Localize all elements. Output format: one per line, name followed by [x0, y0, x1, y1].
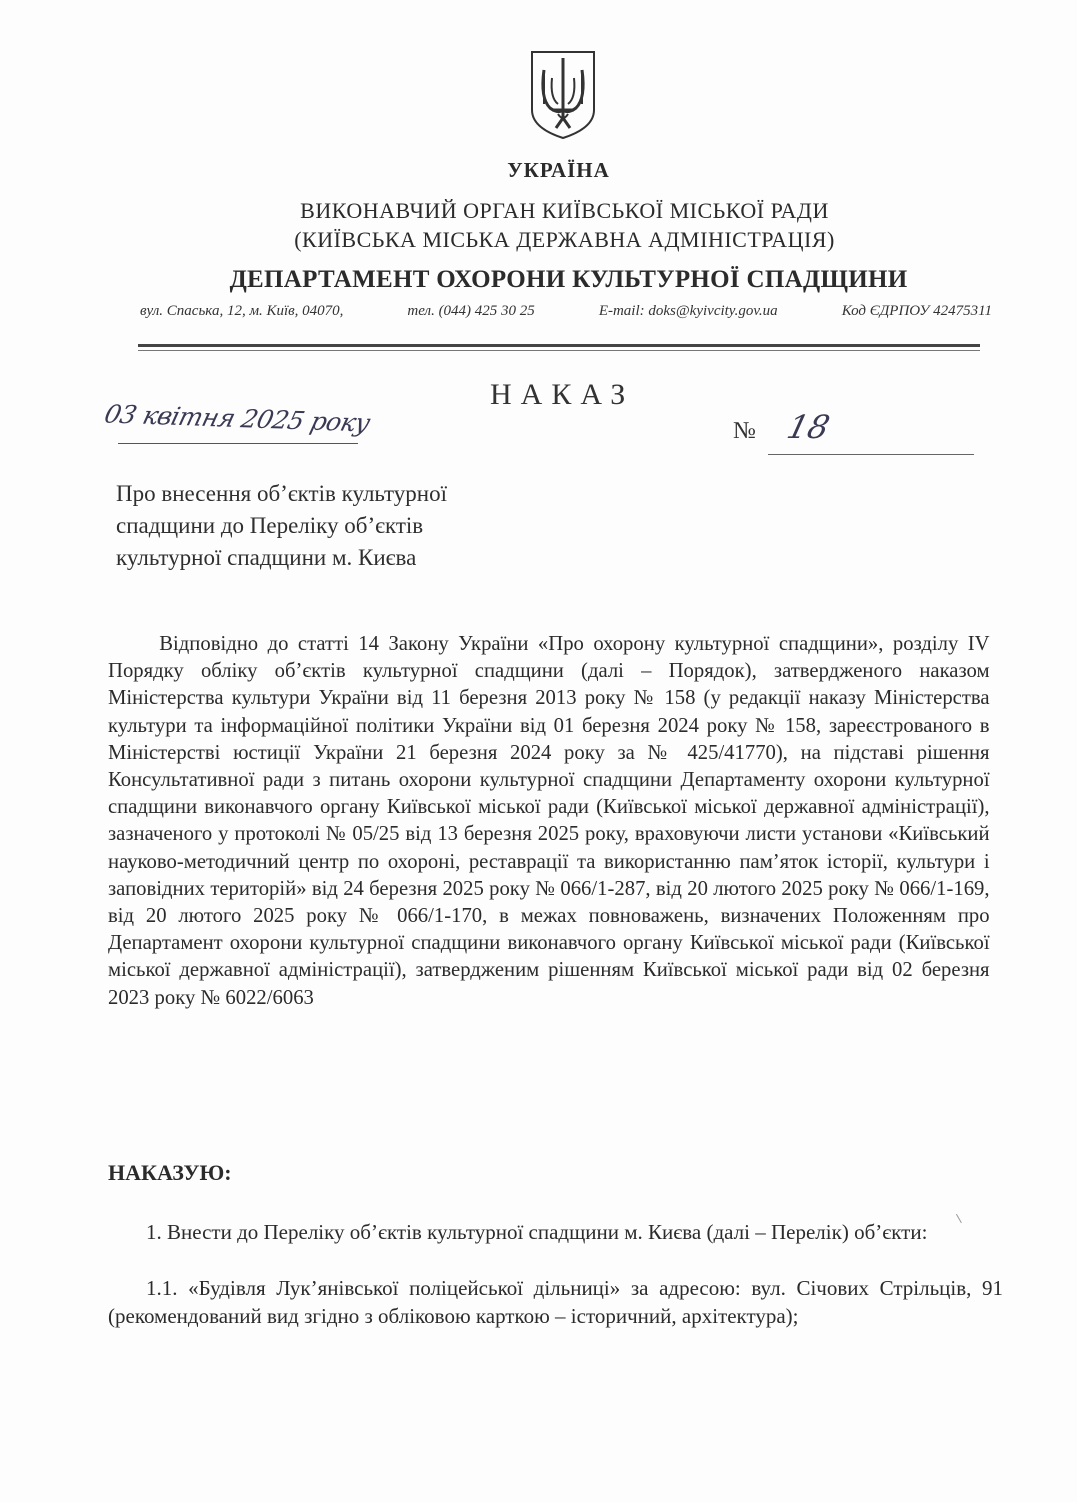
order-verb: НАКАЗУЮ:: [108, 1160, 232, 1185]
item-number: 1.: [146, 1220, 162, 1244]
subject-line: спадщини до Переліку об’єктів: [116, 513, 424, 538]
contact-line: [140, 303, 1000, 320]
preamble-paragraph: [108, 630, 990, 1011]
item-text: Внести до Переліку об’єктів культурної спадщини м. Києва (далі – Перелік) об’єкти:: [167, 1220, 928, 1244]
address: вул. Спаська, 12, м. Київ, 04070,: [140, 303, 344, 319]
email: E-mail: doks@kyivcity.gov.ua: [598, 303, 778, 319]
phone: тел. (044) 425 30 25: [407, 303, 535, 319]
organ-line-2: (КИЇВСЬКА МІСЬКА ДЕРЖАВНА АДМІНІСТРАЦІЯ): [294, 227, 835, 252]
order-item: [108, 1218, 1003, 1246]
header-divider: [138, 344, 980, 351]
order-date-handwritten: 03 квітня 2025 року: [101, 399, 373, 438]
organ-line-1: ВИКОНАВЧИЙ ОРГАН КИЇВСЬКОЇ МІСЬКОЇ РАДИ: [300, 198, 829, 223]
order-number-underline: [768, 454, 974, 455]
preamble-text: Відповідно до статті 14 Закону України «Про охорону культурної спадщини», розділу IV Порядку обліку об’єктів культурної спадщини (далі – Порядок), затвердженого наказом Міністерства культури України від 11 березня 2013 року № 158 (у редакції наказу Міністерства культури та інформаційної політики України від 01 березня 2024 року № 158, зареєстрованого в Міністерстві юстиції України 21 березня 2024 року за № 425/41770), на підставі рішення Консультативної ради з питань охорони культурної спадщини Департаменту охорони культурної спадщини виконавчого органу Київської міської ради (Київської міської державної адміністрації), зазначеного у протоколі № 05/25 від 13 березня 2025 року, враховуючи листи установи «Київський науково-методичний центр по охороні, реставрації та використанню пам’яток історії, культури і заповідних територій» від 24 березня 2025 року № 066/1-287, від 20 лютого 2025 року № 066/1-169, від 20 лютого 2025 року № 066/1-170, в межах повноважень, визначених Положенням про Департамент охорони культурної спадщини виконавчого органу Київської міської ради (Київської міської державної адміністрації), затвердженим рішенням Київської міської ради від 02 березня 2023 року № 6022/6063: [108, 631, 990, 1009]
item-number: 1.1.: [146, 1276, 178, 1300]
subject-line: Про внесення об’єктів культурної: [116, 481, 447, 506]
item-text: «Будівля Лук’янівської поліцейської дільниці» за адресою: вул. Січових Стрільців, 91 (рекомендований вид згідно з обліковою карткою – історичний, архітектура);: [108, 1276, 1003, 1328]
executive-organ-name: [26, 196, 1077, 254]
department-name: ДЕПАРТАМЕНТ ОХОРОНИ КУЛЬТУРНОЇ СПАДЩИНИ: [229, 266, 908, 293]
coat-of-arms-icon: [528, 48, 598, 142]
order-subject: [116, 478, 536, 574]
order-subitem: [108, 1274, 1003, 1330]
order-number-label: №: [733, 418, 756, 444]
country-name: УКРАЇНА: [507, 158, 610, 182]
subject-line: культурної спадщини м. Києва: [116, 545, 417, 570]
order-title: НАКАЗ: [490, 378, 635, 411]
registry-code: Код ЄДРПОУ 42475311: [841, 303, 992, 319]
date-underline: [118, 443, 358, 444]
order-number-handwritten: 18: [783, 408, 834, 446]
